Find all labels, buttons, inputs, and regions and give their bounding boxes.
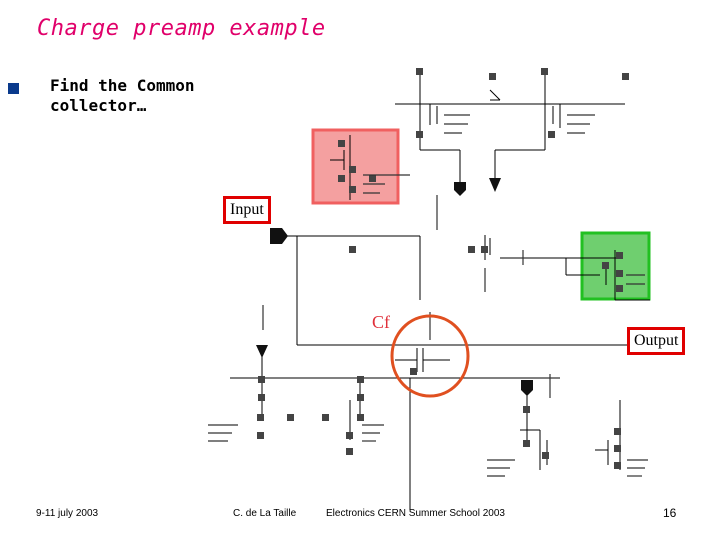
input-terminal-symbol	[270, 228, 288, 244]
bullet-text: Find the Common collector…	[50, 76, 195, 115]
footer-date: 9-11 july 2003	[36, 508, 99, 519]
footer-author: C. de La Taille	[233, 508, 297, 519]
input-label: Input	[223, 196, 271, 224]
footer-event: Electronics CERN Summer School 2003	[326, 508, 505, 519]
page-number: 16	[663, 506, 677, 520]
slide-title: Charge preamp example	[37, 16, 326, 41]
cf-label: Cf	[372, 312, 390, 332]
output-label: Output	[627, 327, 685, 355]
